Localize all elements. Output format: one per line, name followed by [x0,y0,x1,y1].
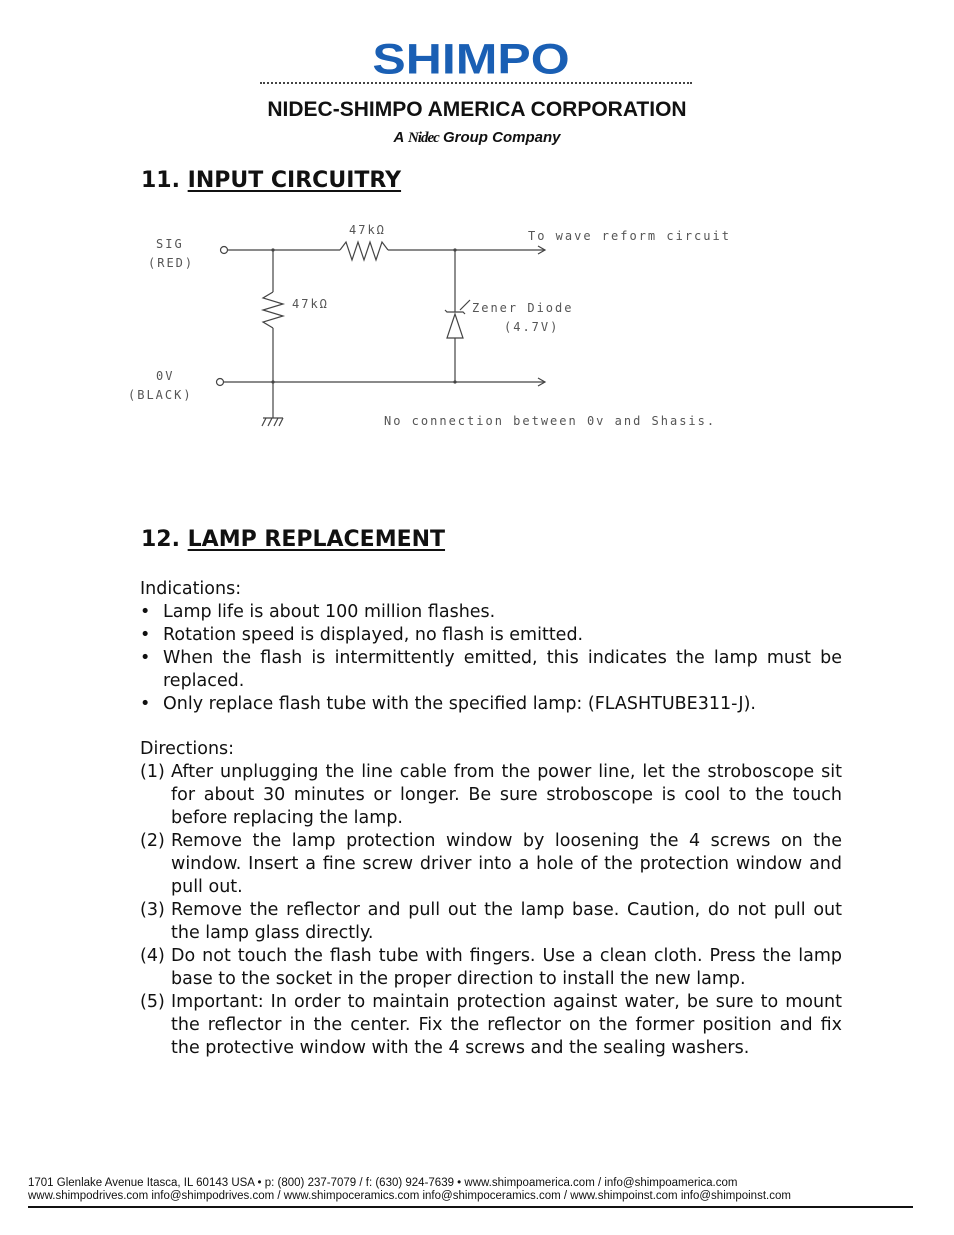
step-number: (2) [140,831,165,851]
output-label: To wave reform circuit [528,229,731,243]
step-number: (3) [140,900,165,920]
chassis-hatch-3 [274,418,278,426]
sig-label: SIG [156,237,184,251]
footer-address-line: 1701 Glenlake Avenue Itasca, IL 60143 USA • p: (800) 237-7079 / f: (630) 924-7639 • www.shimpoamerica.com / info@shimpoamerica.com [28,1177,738,1189]
step-number: (4) [140,946,165,966]
step-text: After unplugging the line cable from the power line, let the stroboscope sit for about 30 minutes or longer. Be sure stroboscope is cool to the touch before replacing the lamp. [171,762,842,828]
step-text: Remove the lamp protection window by loosening the 4 screws on the window. Insert a fine screw driver into a hole of the protection window and pull out. [171,831,842,897]
junction-dot [271,248,274,251]
nidec-logo: Nidec [407,130,439,146]
group-suffix: Group Company [442,129,561,146]
shunt-resistor [263,292,283,328]
list-item [140,761,842,830]
section-11-title: INPUT CIRCUITRY [187,168,402,193]
step-text: Remove the reflector and pull out the lamp base. Caution, do not pull out the lamp glass directly. [171,900,842,943]
section-12-title: LAMP REPLACEMENT [187,527,446,552]
junction-dot [453,248,456,251]
series-resistor [340,242,388,260]
group-prefix: A [393,129,404,146]
company-header [258,36,696,148]
junction-dot [453,380,456,383]
list-item [140,899,842,945]
chassis-hatch-1 [262,418,266,426]
section-12-number: 12. [141,527,180,552]
section-11-number: 11. [141,168,180,193]
step-number: (5) [140,992,165,1012]
page-footer [28,1177,913,1203]
indications-list [140,601,842,716]
section-11-heading [141,168,401,193]
step-text: Important: In order to maintain protection against water, be sure to mount the reflector in the center. Fix the reflector on the former position and fix the protective window with the 4 screws and the sealing washers. [171,992,842,1058]
directions-label: Directions: [140,739,235,759]
corporation-name: NIDEC-SHIMPO AMERICA CORPORATION [267,98,687,121]
list-item [140,991,842,1060]
list-item: • Rotation speed is displayed, no flash is emitted. [140,624,842,647]
input-circuit-diagram [120,220,740,440]
indications-label: Indications: [140,579,242,599]
zener-value-label: (4.7V) [504,320,560,334]
chassis-hatch-4 [279,418,283,426]
resistor-side-label: 47kΩ [292,297,329,311]
list-item [140,830,842,899]
section-12-heading [141,527,445,552]
list-item: • When the flash is intermittently emitted, this indicates the lamp must be replaced. [140,647,842,693]
group-company-tagline [258,129,696,147]
sig-terminal [221,247,228,254]
ov-color-label: (BLACK) [128,388,193,402]
step-text: Do not touch the flash tube with fingers. Use a clean cloth. Press the lamp base to the socket in the proper direction to install the new lamp. [171,946,842,989]
junction-dot [271,380,274,383]
list-item: • Lamp life is about 100 million flashes. [140,601,842,624]
list-item: • Only replace flash tube with the specified lamp: (FLASHTUBE311-J). [140,693,842,716]
zener-leader [460,300,470,310]
sig-color-label: (RED) [148,256,195,270]
resistor-top-label: 47kΩ [349,223,386,237]
zener-diode-symbol [447,314,463,338]
ov-terminal [217,379,224,386]
ov-label: 0V [156,369,175,383]
footer-divider [28,1206,913,1208]
directions-list [140,761,842,1060]
logo-dotted-divider [260,82,692,84]
list-item [140,945,842,991]
chassis-note: No connection between 0v and Shasis. [384,414,717,428]
zener-label: Zener Diode [472,301,574,315]
footer-websites-line: www.shimpodrives.com info@shimpodrives.com / www.shimpoceramics.com info@shimpoceramics.com / www.shimpoinst.com info@shimpoinst.com [28,1190,791,1202]
step-number: (1) [140,762,165,782]
chassis-hatch-2 [268,418,272,426]
shimpo-logo: SHIMPO [372,35,570,83]
